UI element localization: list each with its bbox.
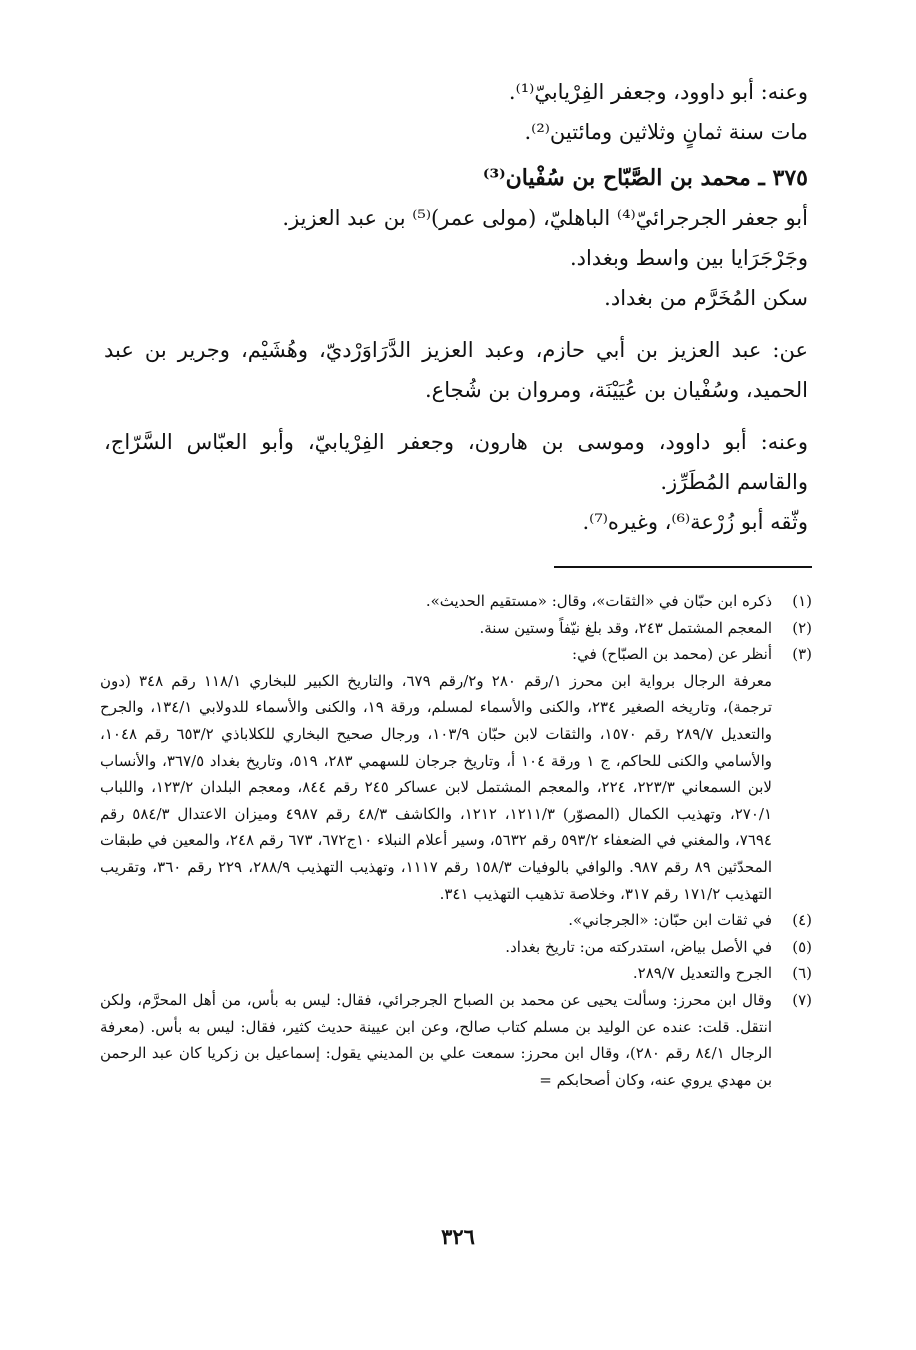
text-line-place: وجَرْجَرَايا بين واسط وبغداد. (569, 246, 808, 270)
footnote-text: أنظر عن (محمد بن الصبّاح) في: (572, 645, 772, 664)
footnote-text: المعجم المشتمل ٢٤٣، وقد بلغ نيّفاً وستين سنة. (479, 618, 772, 637)
main-text (104, 72, 808, 542)
footnote-item (100, 907, 812, 934)
footnote-number: (٧) (792, 990, 812, 1009)
text-line-1: وعنه: أبو داوود، وجعفر الفِرْيابيّ⁽¹⁾. (508, 80, 808, 104)
footnote-number: (٦) (792, 964, 812, 983)
text-line-2: مات سنة ثمانٍ وثلاثين ومائتين⁽²⁾. (524, 120, 808, 144)
footnote-text: في ثقات ابن حبّان: «الجرجاني». (568, 911, 772, 930)
text-line-residence: سكن المُخَرَّم من بغداد. (604, 286, 808, 310)
text-line-tawthiq: وثّقه أبو زُرْعة⁽⁶⁾، وغيره⁽⁷⁾. (582, 510, 808, 534)
footnote-number: (٢) (792, 618, 812, 637)
footnote-separator (554, 566, 812, 568)
footnote-number: (٣) (792, 645, 812, 664)
footnote-item (100, 934, 812, 961)
footnote-text: وقال ابن محرز: وسألت يحيى عن محمد بن الصباح الجرجرائي، فقال: ليس به بأس، من أهل المحرَّم، ولكن انتقل. قلت: عنده عن الوليد بن مسلم كتاب صالح، وعن ابن عيينة حديث كثير، فقال: ليس به بأس. (معرفة الرجال ٨٤/١ رقم ٢٨٠)، وقال ابن محرز: سمعت علي بن المديني يقول: إسماعيل بن زكريا كان عبد الرحمن بن مهدي يروي عنه، وكان أصحابكم = (100, 990, 772, 1089)
text-teachers: عن: عبد العزيز بن أبي حازم، وعبد العزيز الدَّرَاوَرْديّ، وهُشَيْم، وجرير بن عبد الحميد، وسُفْيان بن عُيَيْنَة، ومروان بن شُجاع. (104, 338, 808, 402)
footnote-item (100, 987, 812, 1093)
footnotes (100, 588, 812, 1093)
footnote-text: في الأصل بياض، استدركته من: تاريخ بغداد. (505, 937, 772, 956)
footnote-item (100, 641, 812, 668)
text-line-kunya: أبو جعفر الجرجرائيّ⁽⁴⁾ الباهليّ، (مولى عمر)⁽⁵⁾ بن عبد العزيز. (282, 206, 808, 230)
footnote-references: معرفة الرجال برواية ابن محرز ١/رقم ٢٨٠ و٢/رقم ٦٧٩، والتاريخ الكبير للبخاري ١١٨/١ رقم ٣٤٨ (دون ترجمة)، وتاريخه الصغير ٢٣٤، والكنى والأسماء لمسلم، ورقة ١٩، والكنى والأسماء للدولابي ١٣٤/١، والجرح والتعديل ٢٨٩/٧ رقم ١٥٧٠، والثقات لابن حبّان ١٠٣/٩، ورجال صحيح البخاري للكلاباذي ٦٥٣/٢ رقم ١٠٤٨، والأسامي والكنى للحاكم، ج ١ ورقة ١٠٤ أ، وتاريخ جرجان للسهمي ٢٨٣، ٥١٩، وتاريخ بغداد ٣٦٧/٥، والأنساب لابن السمعاني ٢٢٣/٣، ٢٢٤، والمعجم المشتمل لابن عساكر ٢٤٥ رقم ٨٤٤، ومعجم البلدان ١٢٣/٢، واللباب ٢٧٠/١، وتهذيب الكمال (المصوّر) ١٢١١/٣، ١٢١٢، والكاشف ٤٨/٣ رقم ٤٩٨٧ وميزان الاعتدال ٥٨٤/٣ رقم ٧٦٩٤، والمغني في الضعفاء ٥٩٣/٢ رقم ٥٦٣٢، وسير أعلام النبلاء ١٠ج٦٧٢، ٦٧٣ رقم ٢٤٨، والمعين في طبقات المحدّثين ٨٩ رقم ٩٨٧. والوافي بالوفيات ١٥٨/٣ رقم ١١١٧، وتهذيب التهذيب ٢٨٨/٩، ٢٢٩ رقم ٣٦٠، وتقريب التهذيب ١٧١/٢ رقم ٣١٧، وخلاصة تذهيب التهذيب ٣٤١. (100, 671, 773, 903)
footnote-text: ذكره ابن حبّان في «الثقات»، وقال: «مستقيم الحديث». (425, 592, 772, 610)
footnote-number: (٥) (792, 937, 812, 956)
footnote-item (100, 588, 812, 615)
page-number: ٣٢٦ (441, 1224, 475, 1249)
footnote-text: الجرح والتعديل ٢٨٩/٧. (632, 964, 772, 983)
footnote-number: (٤) (792, 911, 812, 930)
entry-heading: ٣٧٥ ـ محمد بن الصَّبّاح بن سُفْيان⁽³⁾ (482, 165, 808, 191)
footnote-number: (١) (792, 592, 812, 610)
footnote-item (100, 960, 812, 987)
text-students: وعنه: أبو داوود، وموسى بن هارون، وجعفر الفِرْيابيّ، وأبو العبّاس السَّرّاج، والقاسم المُطَرِّز. (104, 430, 808, 494)
footnote-item (100, 615, 812, 642)
